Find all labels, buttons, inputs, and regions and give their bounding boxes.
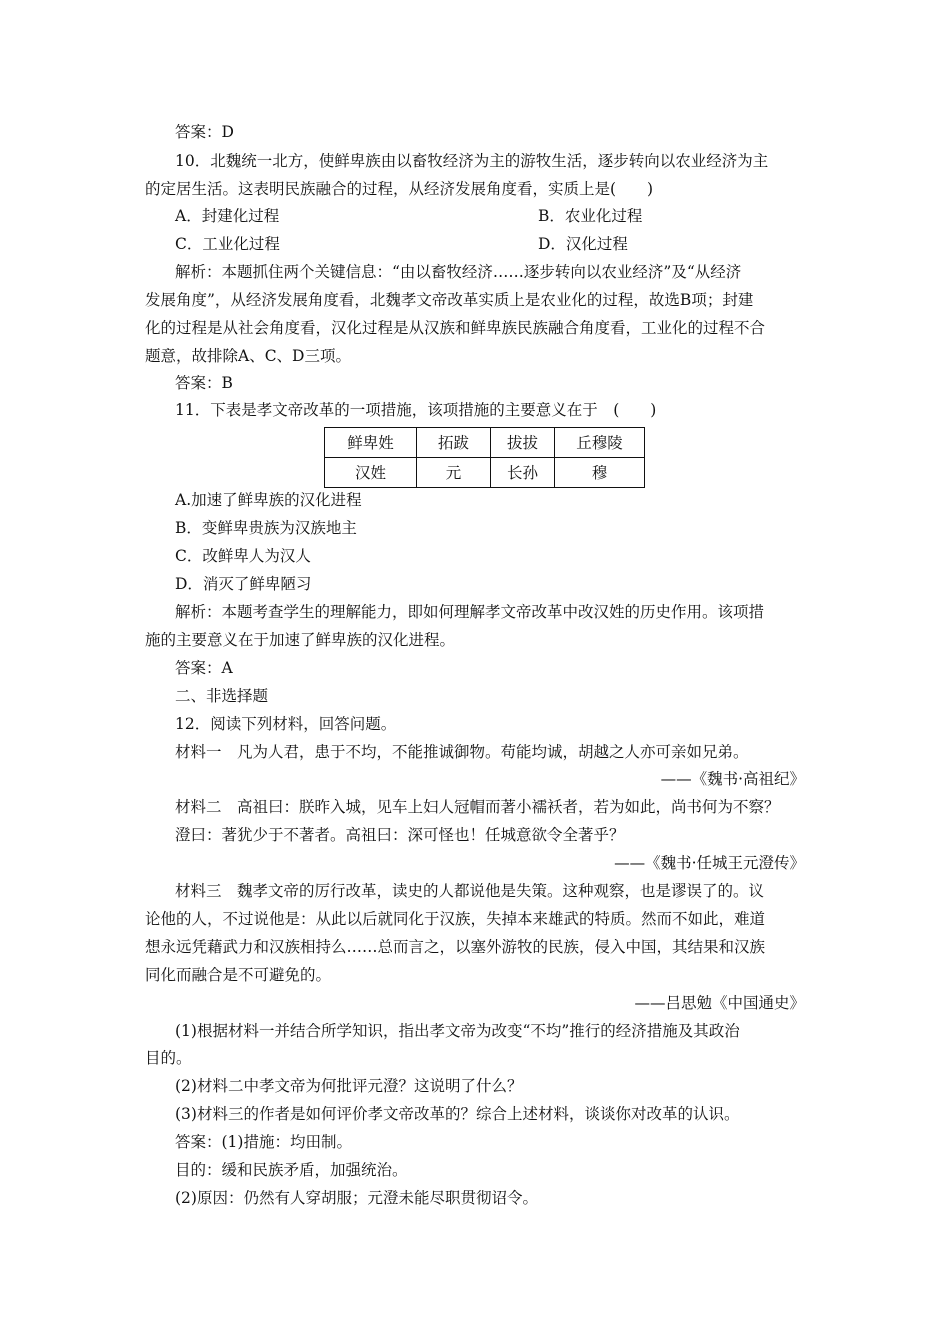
option-11-a: A.加速了鲜卑族的汉化进程 <box>175 491 362 509</box>
answer-9: 答案：D <box>175 123 234 141</box>
table-row <box>325 428 645 458</box>
option-10-a: A．封建化过程 <box>175 207 280 225</box>
explanation-11-line1: 解析：本题考查学生的理解能力，即如何理解孝文帝改革中改汉姓的历史作用。该项措 <box>175 603 765 621</box>
material-2-line2: 澄曰：著犹少于不著者。高祖曰：深可怪也！任城意欲令全著乎？ <box>175 826 625 844</box>
table-row <box>325 458 645 488</box>
material-2-line1: 材料二 高祖曰：朕昨入城，见车上妇人冠帽而著小襦袄者，若为如此，尚书何为不察？ <box>175 798 780 816</box>
answer-12-1-purpose: 目的：缓和民族矛盾，加强统治。 <box>175 1161 408 1179</box>
answer-12-1: 答案：(1)措施：均田制。 <box>175 1133 352 1151</box>
answer-11: 答案：A <box>175 659 233 677</box>
explanation-10-line1: 解析：本题抓住两个关键信息：“由以畜牧经济……逐步转向以农业经济”及“从经济 <box>175 263 742 281</box>
explanation-10-line2: 发展角度”，从经济发展角度看，北魏孝文帝改革实质上是农业化的过程，故选B项；封建 <box>145 291 754 309</box>
material-1-source: ——《魏书·高祖纪》 <box>660 770 805 788</box>
subquestion-3: (3)材料三的作者是如何评价孝文帝改革的？综合上述材料，谈谈你对改革的认识。 <box>175 1105 740 1123</box>
material-3-line3: 想永远凭藉武力和汉族相持么……总而言之，以塞外游牧的民族，侵入中国，其结果和汉族 <box>145 938 766 956</box>
table-cell: 汉姓 <box>325 458 417 488</box>
table-cell: 拓跋 <box>417 428 491 458</box>
question-12: 12．阅读下列材料，回答问题。 <box>175 715 397 733</box>
table-cell: 丘穆陵 <box>555 428 645 458</box>
table-cell: 拔拔 <box>491 428 555 458</box>
material-3-line2: 论他的人，不过说他是：从此以后就同化于汉族，失掉本来雄武的特质。然而不如此，难道 <box>145 910 766 928</box>
table-cell: 穆 <box>555 458 645 488</box>
question-10-line1: 10．北魏统一北方，使鲜卑族由以畜牧经济为主的游牧生活，逐步转向以农业经济为主 <box>175 152 769 170</box>
explanation-11-line2: 施的主要意义在于加速了鲜卑族的汉化进程。 <box>145 631 456 649</box>
material-1: 材料一 凡为人君，患于不均，不能推诚御物。苟能均诚，胡越之人亦可亲如兄弟。 <box>175 743 749 761</box>
material-3-line4: 同化而融合是不可避免的。 <box>145 966 332 984</box>
option-10-b: B．农业化过程 <box>538 207 643 225</box>
option-10-d: D．汉化过程 <box>538 235 628 253</box>
surname-table <box>324 427 645 488</box>
answer-12-2: (2)原因：仍然有人穿胡服；元澄未能尽职贯彻诏令。 <box>175 1189 538 1207</box>
subquestion-1-line2: 目的。 <box>145 1049 192 1067</box>
answer-10: 答案：B <box>175 374 233 392</box>
table-cell: 长孙 <box>491 458 555 488</box>
option-11-c: C．改鲜卑人为汉人 <box>175 547 311 565</box>
option-10-c: C．工业化过程 <box>175 235 280 253</box>
table-cell: 鲜卑姓 <box>325 428 417 458</box>
material-3-line1: 材料三 魏孝文帝的厉行改革，读史的人都说他是失策。这种观察，也是谬误了的。议 <box>175 882 765 900</box>
explanation-10-line3: 化的过程是从社会角度看，汉化过程是从汉族和鲜卑族民族融合角度看，工业化的过程不合 <box>145 319 766 337</box>
option-11-d: D．消灭了鲜卑陋习 <box>175 575 312 593</box>
material-2-source: ——《魏书·任城王元澄传》 <box>614 854 805 872</box>
section-heading: 二、非选择题 <box>175 687 269 705</box>
explanation-10-line4: 题意，故排除A、C、D三项。 <box>145 347 351 365</box>
subquestion-1-line1: (1)根据材料一并结合所学知识，指出孝文帝为改变“不均”推行的经济措施及其政治 <box>175 1022 740 1040</box>
question-10-line2: 的定居生活。这表明民族融合的过程，从经济发展角度看，实质上是( ) <box>145 180 654 198</box>
question-11: 11．下表是孝文帝改革的一项措施，该项措施的主要意义在于 ( ) <box>175 401 657 419</box>
subquestion-2: (2)材料二中孝文帝为何批评元澄？这说明了什么？ <box>175 1077 523 1095</box>
option-11-b: B．变鲜卑贵族为汉族地主 <box>175 519 357 537</box>
table-cell: 元 <box>417 458 491 488</box>
material-3-source: ——吕思勉《中国通史》 <box>634 994 805 1012</box>
